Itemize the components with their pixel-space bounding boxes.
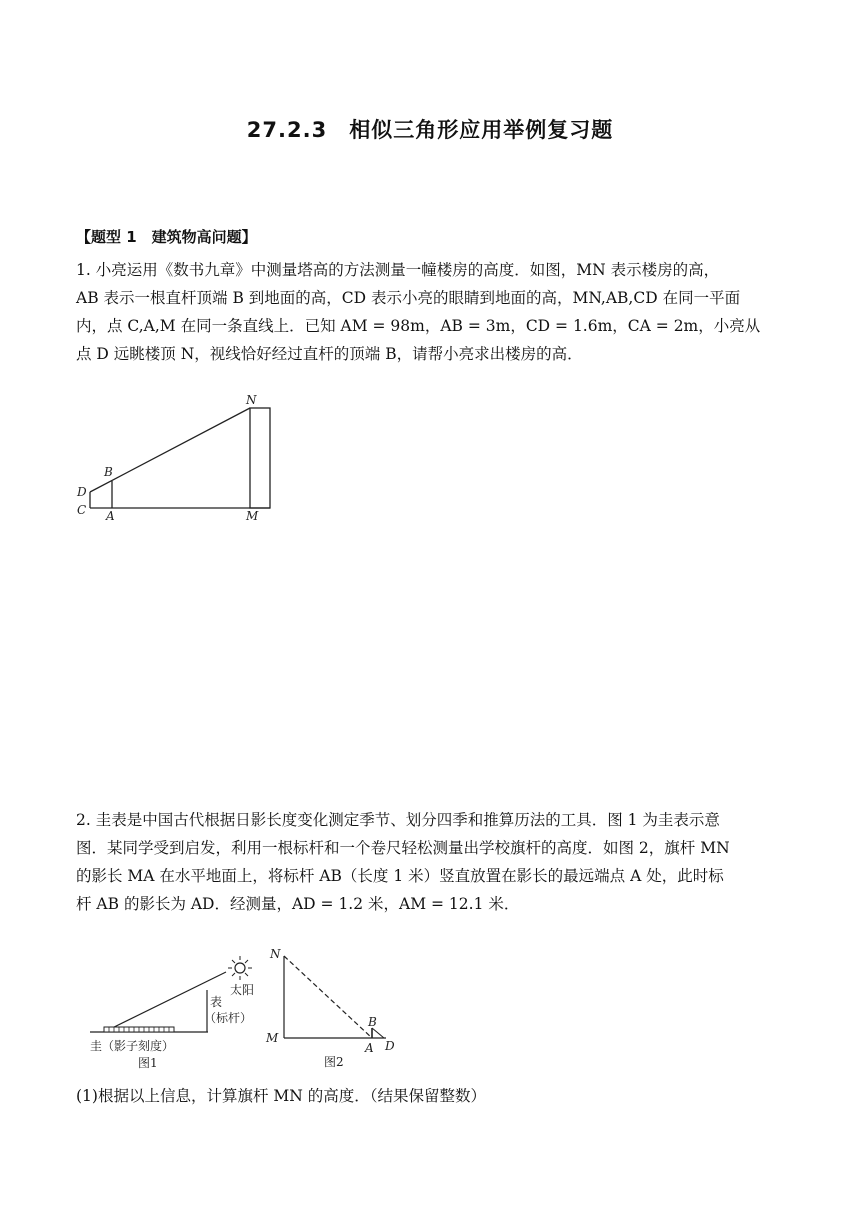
sight-line xyxy=(90,408,250,492)
sun-icon xyxy=(235,963,245,973)
shadow-bd xyxy=(372,1028,384,1038)
sun-ray-dashed xyxy=(284,956,372,1038)
q1-line-3: 内，点 C,A,M 在同一条直线上．已知 AM = 98m，AB = 3m，CD = 1.6m，CA = 2m，小亮从 xyxy=(76,317,761,335)
q1-line-1: 1. 小亮运用《数书九章》中测量塔高的方法测量一幢楼房的高度．如图，MN 表示楼房的高， xyxy=(76,261,720,279)
label-b: B xyxy=(368,1015,377,1029)
q1-line-4: 点 D 远眺楼顶 N，视线恰好经过直杆的顶端 B，请帮小亮求出楼房的高． xyxy=(76,345,583,363)
label-b: B xyxy=(104,465,113,479)
q2-subquestion-1: (1)根据以上信息，计算旗杆 MN 的高度．（结果保留整数） xyxy=(76,1087,486,1105)
label-biaogan: （标杆） xyxy=(204,1011,253,1025)
label-d: D xyxy=(77,485,87,499)
label-m: M xyxy=(246,509,259,523)
building-rect xyxy=(250,408,270,508)
question-2-text xyxy=(76,806,786,918)
fig1-caption: 图1 xyxy=(138,1056,158,1070)
q1-line-2: AB 表示一根直杆顶端 B 到地面的高，CD 表示小亮的眼睛到地面的高，MN,AB,CD 在同一平面 xyxy=(76,289,741,307)
q2-line-1: 2. 圭表是中国古代根据日影长度变化测定季节、划分四季和推算历法的工具．图 1 为圭表示意 xyxy=(76,811,720,829)
q2-figure-1 xyxy=(86,950,266,1075)
label-a: A xyxy=(365,1041,374,1055)
q2-figure-2 xyxy=(262,942,402,1072)
question-1-text xyxy=(76,256,786,368)
fig2-caption: 图2 xyxy=(324,1055,344,1069)
sun-rays xyxy=(228,956,252,980)
page-title: 27.2.3 相似三角形应用举例复习题 xyxy=(246,118,614,142)
q2-line-3: 的影长 MA 在水平地面上，将标杆 AB（长度 1 米）竖直放置在影长的最远端点 A 处，此时标 xyxy=(76,867,724,885)
label-m: M xyxy=(266,1031,279,1045)
q2-line-2: 图．某同学受到启发，利用一根标杆和一个卷尺轻松测量出学校旗杆的高度．如图 2，旗杆 MN xyxy=(76,839,730,857)
label-gui: 圭（影子刻度） xyxy=(90,1039,175,1053)
label-c: C xyxy=(77,503,87,517)
label-d: D xyxy=(385,1039,395,1053)
label-biao: 表 xyxy=(210,995,223,1009)
section-heading: 【题型 1 建筑物高问题】 xyxy=(76,228,257,246)
label-a: A xyxy=(106,509,115,523)
label-n: N xyxy=(270,947,281,961)
q1-figure xyxy=(70,390,290,530)
label-n: N xyxy=(246,393,257,407)
label-sun: 太阳 xyxy=(230,983,255,997)
q2-line-4: 杆 AB 的影长为 AD．经测量，AD = 1.2 米，AM = 12.1 米． xyxy=(76,895,520,913)
